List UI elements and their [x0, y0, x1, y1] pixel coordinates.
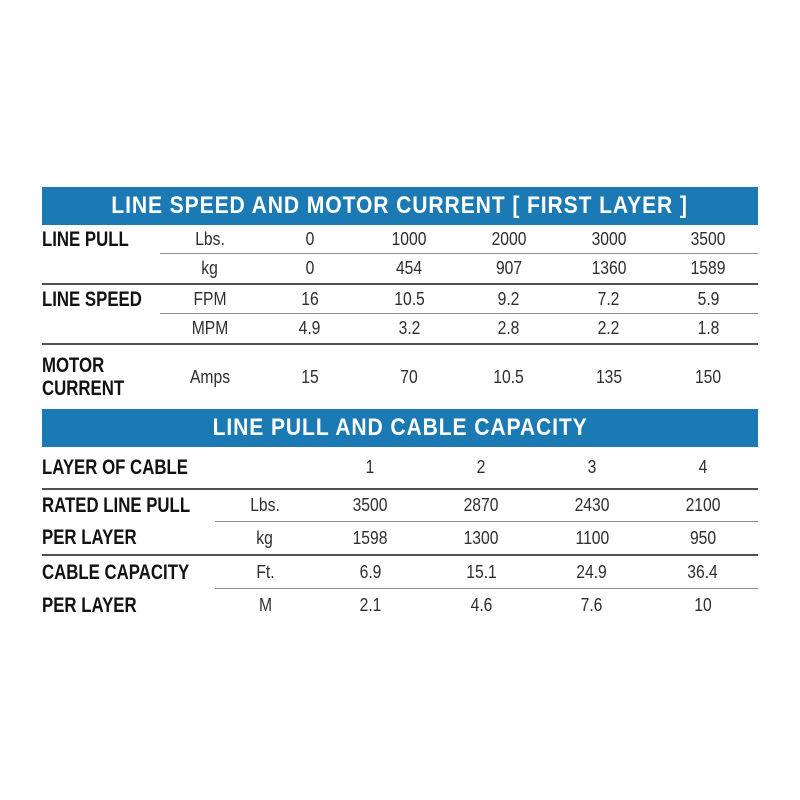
line-speed-label: LINE SPEED	[42, 287, 142, 311]
cable-cap-ft-1: 15.1	[465, 561, 497, 582]
line-pull-kg-0: 0	[305, 258, 315, 278]
line-speed-fpm-0: 16	[301, 288, 319, 309]
layer-3: 3	[587, 457, 597, 477]
layer-2: 2	[476, 457, 486, 477]
section-motor-current	[42, 345, 758, 409]
value-cell	[260, 285, 360, 314]
unit-cell	[160, 285, 260, 314]
unit-cell	[215, 490, 315, 522]
unit-fpm: FPM	[193, 288, 227, 309]
rated-pull-kg-0: 1598	[352, 527, 388, 548]
table-line-speed-motor-current	[42, 187, 758, 409]
value-cell	[459, 345, 559, 409]
value-cell	[260, 314, 360, 343]
line-pull-lbs-1: 1000	[391, 228, 427, 249]
cable-capacity-label-line2: PER LAYER	[42, 593, 137, 617]
value-cell	[315, 589, 426, 622]
rated-line-pull-label-line2: PER LAYER	[42, 526, 137, 549]
section-layer-of-cable	[42, 447, 758, 490]
line-speed-mpm-3: 2.2	[597, 318, 620, 338]
cable-cap-m-2: 7.6	[580, 595, 603, 615]
cable-cap-ft-2: 24.9	[576, 561, 608, 582]
line-pull-lbs-2: 2000	[491, 228, 527, 249]
value-cell	[260, 225, 360, 254]
value-cell	[426, 490, 537, 522]
value-cell	[315, 522, 426, 554]
value-cell	[559, 285, 659, 314]
line-speed-fpm-2: 9.2	[498, 288, 520, 309]
unit-cell	[215, 522, 315, 554]
layer-4: 4	[698, 457, 707, 477]
value-cell	[360, 285, 460, 314]
line-speed-fpm-3: 7.2	[597, 288, 620, 309]
value-cell	[315, 490, 426, 522]
value-cell	[658, 285, 758, 314]
line-pull-kg-1: 454	[396, 258, 423, 278]
motor-current-label-cell	[42, 345, 160, 409]
value-cell	[459, 254, 559, 283]
rated-pull-kg-2: 1100	[575, 527, 609, 548]
line-pull-kg-3: 1360	[591, 258, 627, 278]
line-pull-lbs-4: 3500	[690, 228, 726, 249]
layer-of-cable-label-cell	[42, 447, 215, 488]
value-cell	[647, 556, 758, 589]
line-speed-label-cell	[42, 285, 160, 343]
value-cell	[559, 254, 659, 283]
line-pull-label: LINE PULL	[42, 227, 129, 251]
rated-pull-kg-1: 1300	[463, 527, 499, 548]
unit-amps: Amps	[189, 366, 231, 387]
unit-m: M	[258, 595, 272, 615]
table2-title: LINE PULL AND CABLE CAPACITY	[212, 414, 588, 441]
value-cell	[426, 522, 537, 554]
unit-cell	[160, 314, 260, 343]
value-cell	[658, 314, 758, 343]
cable-cap-ft-0: 6.9	[359, 561, 382, 582]
line-pull-label-cell	[42, 225, 160, 283]
rated-line-pull-label-line1: RATED LINE PULL	[42, 494, 191, 517]
line-pull-kg-2: 907	[495, 258, 523, 278]
section-line-pull	[42, 225, 758, 285]
line-speed-mpm-1: 3.2	[398, 318, 421, 338]
motor-current-0: 15	[301, 366, 319, 387]
table2-header-bar	[42, 409, 758, 447]
value-cell	[559, 345, 659, 409]
section-cable-capacity	[42, 556, 758, 622]
value-cell	[260, 345, 360, 409]
line-pull-lbs-3: 3000	[591, 228, 627, 249]
value-cell	[658, 345, 758, 409]
cable-cap-m-0: 2.1	[359, 595, 382, 615]
value-cell	[459, 225, 559, 254]
unit-kg: kg	[256, 527, 274, 548]
table1-header-bar	[42, 187, 758, 225]
table1-title: LINE SPEED AND MOTOR CURRENT [ FIRST LAYER ]	[111, 192, 689, 219]
value-cell	[426, 556, 537, 589]
section-rated-line-pull	[42, 490, 758, 556]
rated-line-pull-label-cell	[42, 490, 215, 554]
motor-current-label-line2: CURRENT	[42, 376, 125, 400]
cable-capacity-label-line1: CABLE CAPACITY	[42, 560, 190, 584]
value-cell	[459, 285, 559, 314]
value-cell	[647, 490, 758, 522]
unit-cell	[215, 589, 315, 622]
value-cell	[360, 345, 460, 409]
cable-cap-ft-3: 36.4	[687, 561, 718, 582]
table-line-pull-cable-capacity	[42, 409, 758, 622]
line-speed-fpm-4: 5.9	[697, 288, 720, 309]
motor-current-1: 70	[400, 366, 419, 387]
value-cell	[360, 314, 460, 343]
motor-current-3: 135	[595, 366, 622, 387]
value-cell	[426, 589, 537, 622]
rated-pull-lbs-2: 2430	[574, 495, 610, 515]
value-cell	[315, 556, 426, 589]
value-cell	[647, 447, 758, 488]
cable-cap-m-3: 10	[693, 595, 712, 615]
value-cell	[537, 447, 648, 488]
rated-pull-lbs-1: 2870	[463, 495, 499, 515]
value-cell	[537, 589, 648, 622]
rated-pull-lbs-3: 2100	[685, 495, 721, 515]
rated-pull-lbs-0: 3500	[352, 495, 388, 515]
line-speed-fpm-1: 10.5	[394, 288, 425, 309]
value-cell	[260, 254, 360, 283]
value-cell	[360, 254, 460, 283]
layer-of-cable-label: LAYER OF CABLE	[42, 455, 188, 479]
line-speed-mpm-0: 4.9	[298, 318, 321, 338]
value-cell	[360, 225, 460, 254]
line-pull-kg-4: 1589	[690, 258, 726, 278]
line-speed-mpm-4: 1.8	[697, 318, 720, 338]
value-cell	[537, 522, 648, 554]
value-cell	[647, 589, 758, 622]
unit-lbs: Lbs.	[250, 495, 280, 515]
value-cell	[537, 556, 648, 589]
unit-cell	[160, 254, 260, 283]
winch-spec-tables	[42, 187, 758, 622]
cable-cap-m-1: 4.6	[470, 595, 493, 615]
layer-1: 1	[366, 457, 375, 477]
line-pull-lbs-0: 0	[305, 228, 315, 249]
value-cell	[315, 447, 426, 488]
unit-cell	[160, 345, 260, 409]
value-cell	[426, 447, 537, 488]
unit-ft: Ft.	[255, 561, 275, 582]
value-cell	[658, 254, 758, 283]
motor-current-2: 10.5	[493, 366, 525, 387]
value-cell	[559, 314, 659, 343]
line-speed-mpm-2: 2.8	[498, 318, 520, 338]
unit-lbs: Lbs.	[195, 228, 225, 249]
unit-cell	[215, 556, 315, 589]
unit-cell	[215, 447, 315, 488]
value-cell	[647, 522, 758, 554]
rated-pull-kg-3: 950	[689, 527, 716, 548]
value-cell	[658, 225, 758, 254]
unit-kg: kg	[201, 258, 219, 278]
unit-cell	[160, 225, 260, 254]
value-cell	[459, 314, 559, 343]
cable-capacity-label-cell	[42, 556, 215, 622]
value-cell	[537, 490, 648, 522]
value-cell	[559, 225, 659, 254]
motor-current-label-line1: MOTOR	[42, 353, 105, 377]
unit-mpm: MPM	[191, 318, 229, 338]
motor-current-4: 150	[695, 366, 722, 387]
section-line-speed	[42, 285, 758, 345]
